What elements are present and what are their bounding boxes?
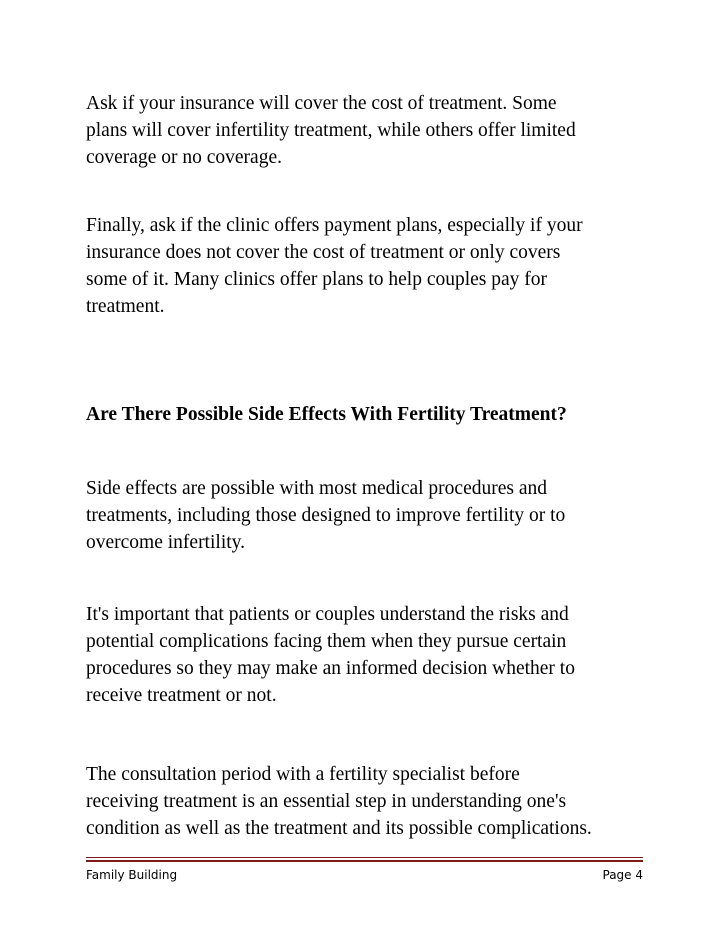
paragraph-payment-plans	[86, 212, 656, 320]
footer-page-number: Page 4	[602, 868, 643, 882]
text-line: Ask if your insurance will cover the cost of treatment. Some	[86, 93, 557, 114]
text-line: treatments, including those designed to improve fertility or to	[86, 505, 566, 526]
text-line: plans will cover infertility treatment, while others offer limited	[86, 120, 576, 141]
paragraph-risks	[86, 601, 656, 709]
text-line: insurance does not cover the cost of treatment or only covers	[86, 242, 561, 263]
text-line: receive treatment or not.	[86, 685, 277, 706]
text-line: some of it. Many clinics offer plans to help couples pay for	[86, 269, 548, 290]
text-line: Side effects are possible with most medical procedures and	[86, 478, 548, 499]
paragraph-insurance	[86, 90, 656, 171]
footer-divider-thick	[86, 860, 643, 862]
text-line: coverage or no coverage.	[86, 147, 282, 168]
text-line: It's important that patients or couples understand the risks and	[86, 604, 569, 625]
text-line: procedures so they may make an informed decision whether to	[86, 658, 575, 679]
footer-document-title: Family Building	[86, 868, 178, 882]
paragraph-consultation	[86, 761, 656, 842]
text-line: treatment.	[86, 296, 165, 317]
paragraph-side-effects	[86, 475, 656, 556]
text-line: Finally, ask if the clinic offers payment plans, especially if your	[86, 215, 583, 236]
text-line: The consultation period with a fertility specialist before	[86, 764, 520, 785]
text-line: receiving treatment is an essential step in understanding one's	[86, 791, 567, 812]
text-line: overcome infertility.	[86, 532, 246, 553]
text-line: potential complications facing them when they pursue certain	[86, 631, 567, 652]
footer-divider-thin	[86, 857, 643, 858]
text-line: condition as well as the treatment and its possible complications.	[86, 818, 592, 839]
section-heading: Are There Possible Side Effects With Fertility Treatment?	[86, 404, 567, 425]
